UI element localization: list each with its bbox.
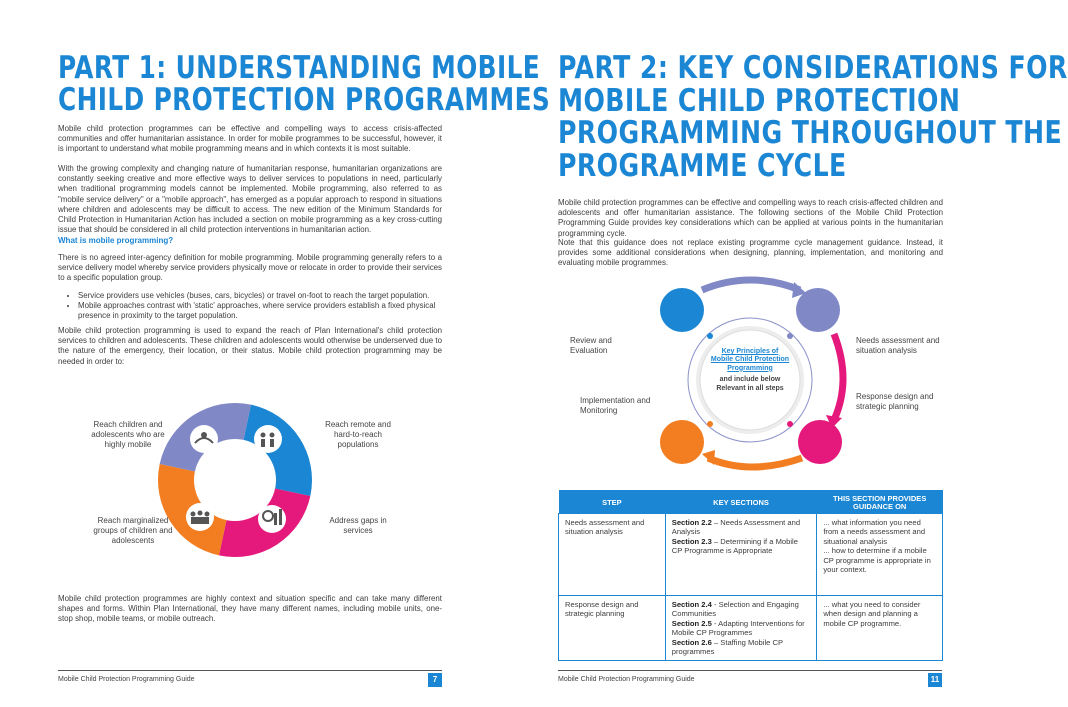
part2-intro-paragraph: Mobile child protection programmes can be effective and compelling ways to reach crisis-affected children and adolescents and offer humanitarian assistance. The following sections of the Mobile Child Protection Programming Guide provides key considerations which can be applied at various points in the humanitarian programming cycle.	[558, 198, 943, 238]
bullet-item: • Mobile approaches contrast with 'static' approaches, where service providers establish a fixed physical presence in proximity to the target population.	[78, 301, 442, 321]
header-guidance: THIS SECTION PROVIDES GUIDANCE ON	[817, 490, 943, 514]
title-line: PART 1: UNDERSTANDING MOBILE	[58, 50, 541, 86]
row-sections	[665, 596, 817, 661]
guidance-item: ... what you need to consider when design and planning a mobile CP programme.	[823, 600, 921, 628]
section-number: Section 2.5	[671, 618, 712, 628]
label-review-evaluation: Review and Evaluation	[570, 336, 612, 355]
section-number: Section 2.6	[671, 637, 712, 647]
section-title: - Selection and Engaging Communities	[671, 600, 799, 619]
row-guidance	[817, 596, 943, 661]
title-line: PROGRAMME CYCLE	[558, 147, 847, 184]
context-paragraph: With the growing complexity and changing nature of humanitarian response, humanitarian organizations are constantly seeking creative and more effective ways to deliver services to populations in need, particularly when traditional programming models cannot be implemented. Mobile programming, also referred to as "mobile service delivery" or a "mobile approach", has emerged as a popular approach to respond in situations where children and adolescents may be difficult to access. The new edition of the Minimum Standards for Child Protection in Humanitarian Action has included a section on mobile programming as a key cross-cutting issue that should be considered in all child protection interventions in humanitarian action.	[58, 164, 442, 235]
footer-text: Mobile Child Protection Programming Guide	[558, 676, 695, 683]
bullet-item: • Service providers use vehicles (buses, cars, bicycles) or travel on-foot to reach the target population.	[78, 291, 442, 301]
center-line: Mobile Child Protection	[710, 356, 790, 364]
section-title: - Adapting Interventions for Mobile CP Programmes	[671, 618, 805, 638]
definition-paragraph: There is no agreed inter-agency definition for mobile programming. Mobile programming generally refers to a service delivery model whereby service providers physically move or relocate in order to provide their services to a specific population group.	[58, 253, 442, 283]
what-is-subheading: What is mobile programming?	[58, 236, 174, 245]
section-title: – Staffing Mobile CP programmes	[671, 637, 783, 657]
row-sections	[665, 514, 817, 596]
closing-paragraph: Mobile child protection programmes are highly context and situation specific and can take many different shapes and forms. Within Plan International, they have many different names, including mobile units, one-stop shop, mobile teams, or mobile outreach.	[58, 594, 442, 624]
table-row	[559, 596, 943, 661]
header-step: STEP	[559, 490, 666, 514]
row-step: Needs assessment and situation analysis	[559, 514, 666, 596]
center-line: Key Principles of	[721, 348, 779, 355]
section-title: – Needs Assessment and Analysis	[671, 518, 801, 537]
part2-note-paragraph: Note that this guidance does not replace existing programme cycle management guidance. Instead, it provides some additional considerations when designing, planning, implementation, and monitoring and evaluating mobile programmes.	[558, 238, 943, 268]
section-number: Section 2.4	[671, 600, 712, 609]
section-number: Section 2.3	[671, 536, 712, 546]
left-footer	[58, 670, 442, 689]
center-line: Programming	[727, 364, 773, 372]
section-title: – Determining if a Mobile CP Programme is Appropriate	[671, 536, 798, 556]
table-header-row	[559, 490, 943, 514]
stage-circle-review	[660, 288, 704, 332]
family-icon	[254, 425, 282, 453]
part1-title	[58, 52, 550, 116]
footer-text: Mobile Child Protection Programming Guide	[58, 676, 195, 683]
label-address-gaps: Address gaps in services	[329, 516, 387, 535]
bullet-list	[62, 291, 442, 322]
label-needs-assessment: Needs assessment and situation analysis	[856, 336, 940, 355]
label-implementation-monitoring: Implementation and Monitoring	[580, 396, 651, 415]
row-step: Response design and strategic planning	[559, 596, 666, 661]
title-line: PART 2: KEY CONSIDERATIONS FOR	[558, 50, 1068, 86]
header-key-sections: KEY SECTIONS	[665, 490, 817, 514]
label-marginalized-groups: Reach marginalized groups of children and adolescents	[93, 516, 173, 545]
key-sections-table	[558, 490, 943, 661]
stage-circle-needs	[796, 288, 840, 332]
purpose-paragraph: Mobile child protection programming is used to expand the reach of Plan International's child protection services to children and adolescents. These children and adolescents would otherwise be underserved due to the nature of the emergency, their location, or their status. Mobile child protection programming may be needed in order to:	[58, 326, 442, 366]
table-row	[559, 514, 943, 596]
part2-title	[558, 52, 1068, 182]
page-number: 7	[428, 673, 442, 687]
stage-circle-implementation	[660, 420, 704, 464]
row-guidance	[817, 514, 943, 596]
label-remote-populations: Reach remote and hard-to-reach populations	[325, 420, 391, 449]
page-number: 11	[928, 673, 942, 687]
label-response-design: Response design and strategic planning	[856, 392, 934, 411]
title-line: PROGRAMMING THROUGHOUT THE	[558, 115, 1063, 151]
label-highly-mobile: Reach children and adolescents who are highly mobile	[91, 420, 165, 449]
center-line: and include below	[719, 376, 781, 384]
guidance-item: ... how to determine if a mobile CP programme is appropriate in your context.	[823, 546, 931, 575]
stage-circle-response	[798, 420, 842, 464]
intro-paragraph: Mobile child protection programmes can be effective and compelling ways to access crisis-affected communities and offer humanitarian assistance. In order for mobile programmes to be successful, however, it is important to understand what mobile programming means and in which contexts it is most suitable.	[58, 124, 442, 154]
section-number: Section 2.2	[671, 518, 712, 527]
title-line: CHILD PROTECTION PROGRAMMES	[58, 82, 551, 118]
right-footer	[558, 670, 942, 689]
title-line: MOBILE CHILD PROTECTION	[558, 82, 961, 119]
key-principles-center	[700, 348, 800, 393]
guidance-item: ... what information you need from a needs assessment and situational analysis	[823, 518, 926, 546]
center-line: Relevant in all steps	[716, 384, 784, 392]
